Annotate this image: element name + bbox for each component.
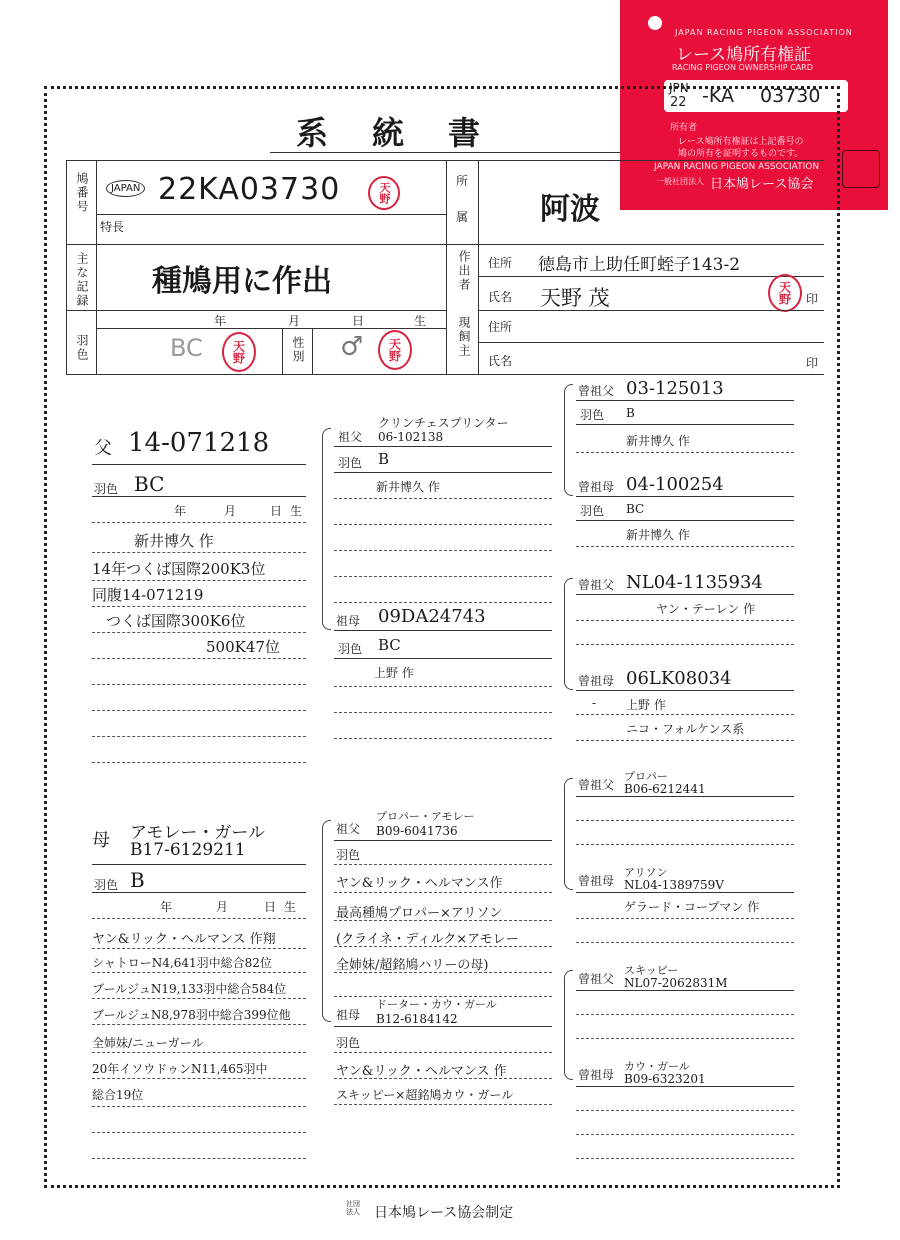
breeder-stamp: 天野 [768, 274, 802, 312]
gg1-ring: 03-125013 [626, 378, 724, 399]
mother-name: アモレー・ガール [130, 823, 265, 843]
gg1-color-label: 羽色 [580, 408, 605, 422]
gg2-breeder: 新井博久 作 [626, 528, 690, 542]
mm-line-1: ヤン&リック・ヘルマンス 作 [336, 1064, 507, 1079]
sex-value: ♂ [340, 332, 364, 362]
mother-birth-month: 月 [216, 900, 229, 914]
mm-label: 祖母 [336, 1008, 361, 1022]
father-birth-month: 月 [224, 504, 237, 518]
ring-number: 22KA03730 [158, 172, 341, 207]
mother-line-7: 総合19位 [92, 1088, 144, 1102]
pf-breeder: 新井博久 作 [376, 480, 440, 494]
pm-breeder: 上野 作 [374, 666, 414, 680]
mf-line-1: ヤン&リック・ヘルマンス作 [336, 876, 503, 891]
father-color-label: 羽色 [94, 482, 119, 496]
mother-line-5: 全姉妹/ニューガール [92, 1036, 204, 1050]
owner-value: 阿波 [540, 192, 600, 227]
gg8-label: 曾祖母 [578, 1068, 615, 1082]
gg6-label: 曾祖母 [578, 874, 615, 888]
gg2-ring: 04-100254 [626, 474, 724, 495]
keeper-addr-label: 住所 [488, 320, 513, 334]
breeder-addr-label: 住所 [488, 256, 513, 270]
record-value: 種鳩用に作出 [152, 264, 332, 299]
birth-year: 年 [214, 314, 227, 328]
breeder-seal: 印 [806, 292, 819, 306]
color-stamp: 天野 [222, 332, 256, 372]
pf-color: B [378, 450, 390, 468]
gg1-label: 曾祖父 [578, 384, 615, 398]
pm-color: BC [378, 636, 401, 654]
gg8-name: カウ・ガール [624, 1060, 690, 1073]
gg4-label: 曾祖母 [578, 674, 615, 688]
father-line-4: つくば国際300K6位 [106, 612, 246, 630]
keeper-seal: 印 [806, 356, 819, 370]
card-seal-stamp [842, 150, 880, 188]
mother-line-1: ヤン&リック・ヘルマンス 作翔 [92, 932, 276, 947]
mf-color-label: 羽色 [336, 848, 361, 862]
gg1-breeder: 新井博久 作 [626, 434, 690, 448]
bracket-mm [564, 970, 573, 1080]
gg5-label: 曾祖父 [578, 778, 615, 792]
sex-label: 性別 [291, 336, 305, 364]
breeder-name-label: 氏名 [488, 290, 513, 304]
card-ring-number: 03730 [760, 85, 821, 107]
mother-line-4: ブールジュN8,978羽中総合399位他 [92, 1008, 291, 1022]
gg4-breeder: 上野 作 [626, 698, 666, 712]
card-ring-prefix: JPN [669, 81, 689, 95]
color-label: 羽色 [75, 334, 89, 362]
mother-label: 母 [92, 830, 110, 851]
father-line-1: 新井博久 作 [134, 532, 214, 550]
gg4-ring: 06LK08034 [626, 668, 732, 689]
card-assoc-jp-small: 一般社団法人 [656, 177, 704, 186]
breeder-name: 天野 茂 [540, 286, 610, 310]
pm-ring: 09DA24743 [378, 606, 486, 627]
breeder-address: 徳島市上助任町蛭子143-2 [538, 255, 741, 275]
keeper-name-label: 氏名 [488, 354, 513, 368]
keeper-label: 現飼主 [457, 316, 471, 358]
color-value: BC [170, 334, 203, 362]
gg3-label: 曾祖父 [578, 578, 615, 592]
mf-line-4: 全姉妹/超銘鳩ハリーの母) [336, 958, 489, 973]
page-title: 系 統 書 [296, 114, 487, 152]
mf-ring: B09-6041736 [376, 824, 458, 838]
mother-line-3: ブールジュN19,133羽中総合584位 [92, 982, 287, 996]
gg7-label: 曾祖父 [578, 972, 615, 986]
gg6-breeder: ゲラード・コープマン 作 [624, 900, 760, 914]
bracket-mf [564, 778, 573, 890]
ring-label: 鳩番号 [75, 172, 89, 214]
gg6-ring: NL04-1389759V [624, 878, 724, 892]
pm-label: 祖母 [336, 614, 361, 628]
breeder-label: 作出者 [457, 250, 471, 292]
japan-logo: JAPAN [106, 180, 145, 197]
father-birth-year: 年 [174, 504, 187, 518]
gg2-color: BC [626, 502, 645, 516]
gg6-name: アリソン [624, 866, 668, 879]
bracket-pm [564, 578, 573, 690]
gg3-breeder: ヤン・テーレン 作 [656, 602, 756, 616]
father-line-3: 同腹14-071219 [92, 586, 204, 604]
gg3-ring: NL04-1135934 [626, 572, 763, 593]
gg5-ring: B06-6212441 [624, 782, 706, 796]
punch-hole [648, 16, 662, 30]
card-owner-label: 所有者 [670, 123, 698, 133]
card-assoc-en-2: JAPAN RACING PIGEON ASSOCIATION [654, 162, 820, 172]
gg4-dash: - [592, 696, 597, 710]
pf-name: クリンチェスプリンター [378, 416, 509, 430]
gg2-label: 曾祖母 [578, 480, 615, 494]
feature-label: 特長 [100, 220, 125, 234]
mother-birth-year: 年 [160, 900, 173, 914]
gg7-ring: NL07-2062831M [624, 976, 728, 990]
owner-label-1: 所 [456, 174, 469, 188]
mother-birth-day: 日 [264, 900, 277, 914]
father-birth-sheng: 生 [290, 504, 303, 518]
father-color: BC [134, 472, 165, 496]
footer-text: 日本鳩レース協会制定 [374, 1205, 514, 1221]
card-title: レース鳩所有権証 [676, 45, 812, 65]
mm-color-label: 羽色 [336, 1036, 361, 1050]
father-ring: 14-071218 [128, 428, 270, 458]
mf-label: 祖父 [336, 822, 361, 836]
card-assoc-en: JAPAN RACING PIGEON ASSOCIATION [675, 28, 853, 37]
mm-ring: B12-6184142 [376, 1012, 458, 1026]
gg5-name: プロパー [624, 770, 668, 783]
bracket-pf [564, 384, 573, 496]
pf-ring: 06-102138 [378, 430, 444, 444]
ring-stamp: 天野 [368, 176, 400, 210]
card-note-2: 鳩の所有を証明するものです。 [678, 149, 804, 159]
pf-color-label: 羽色 [338, 456, 363, 470]
mother-ring: B17-6129211 [130, 840, 246, 860]
gg7-name: スキッピー [624, 964, 679, 977]
pm-color-label: 羽色 [338, 642, 363, 656]
card-subtitle: RACING PIGEON OWNERSHIP CARD [672, 63, 813, 72]
mother-line-2: シャトローN4,641羽中総合82位 [92, 956, 272, 970]
bracket-father [322, 428, 331, 630]
card-assoc-jp: 日本鳩レース協会 [710, 177, 814, 192]
mf-line-2: 最高種鳩プロパー×アリソン [336, 906, 503, 921]
father-birth-day: 日 [270, 504, 283, 518]
sex-stamp: 天野 [378, 330, 412, 370]
card-ring-code: -KA [702, 85, 734, 107]
mother-color-label: 羽色 [94, 878, 119, 892]
birth-month: 月 [288, 314, 301, 328]
mother-line-6: 20年イソウドゥンN11,465羽中 [92, 1062, 268, 1076]
father-label: 父 [94, 438, 112, 459]
pf-label: 祖父 [338, 430, 363, 444]
bracket-mother [322, 820, 331, 1022]
father-line-5: 500K47位 [206, 638, 280, 656]
footer-org-small: 社団法人 [346, 1200, 360, 1216]
mother-color: B [130, 868, 145, 892]
gg8-ring: B09-6323201 [624, 1072, 706, 1086]
gg2-color-label: 羽色 [580, 504, 605, 518]
gg4-line: ニコ・フォルケンス系 [626, 722, 745, 736]
card-ring-year: 22 [670, 95, 687, 110]
owner-label-2: 属 [456, 210, 469, 224]
record-label: 主な記録 [75, 252, 89, 308]
mother-birth-sheng: 生 [284, 900, 297, 914]
mf-name: プロパー・アモレー [376, 810, 475, 823]
birth-day: 日 [352, 314, 365, 328]
mf-line-3: (クライネ・ディルク×アモレー [336, 932, 519, 947]
father-line-2: 14年つくば国際200K3位 [92, 560, 266, 578]
mm-line-2: スキッピー×超銘鳩カウ・ガール [336, 1088, 514, 1102]
card-note-1: レース鳩所有権証は上記番号の [678, 137, 804, 147]
birth-sheng: 生 [414, 314, 427, 328]
gg1-color: B [626, 406, 635, 420]
mm-name: ドーター・カウ・ガール [376, 998, 497, 1011]
